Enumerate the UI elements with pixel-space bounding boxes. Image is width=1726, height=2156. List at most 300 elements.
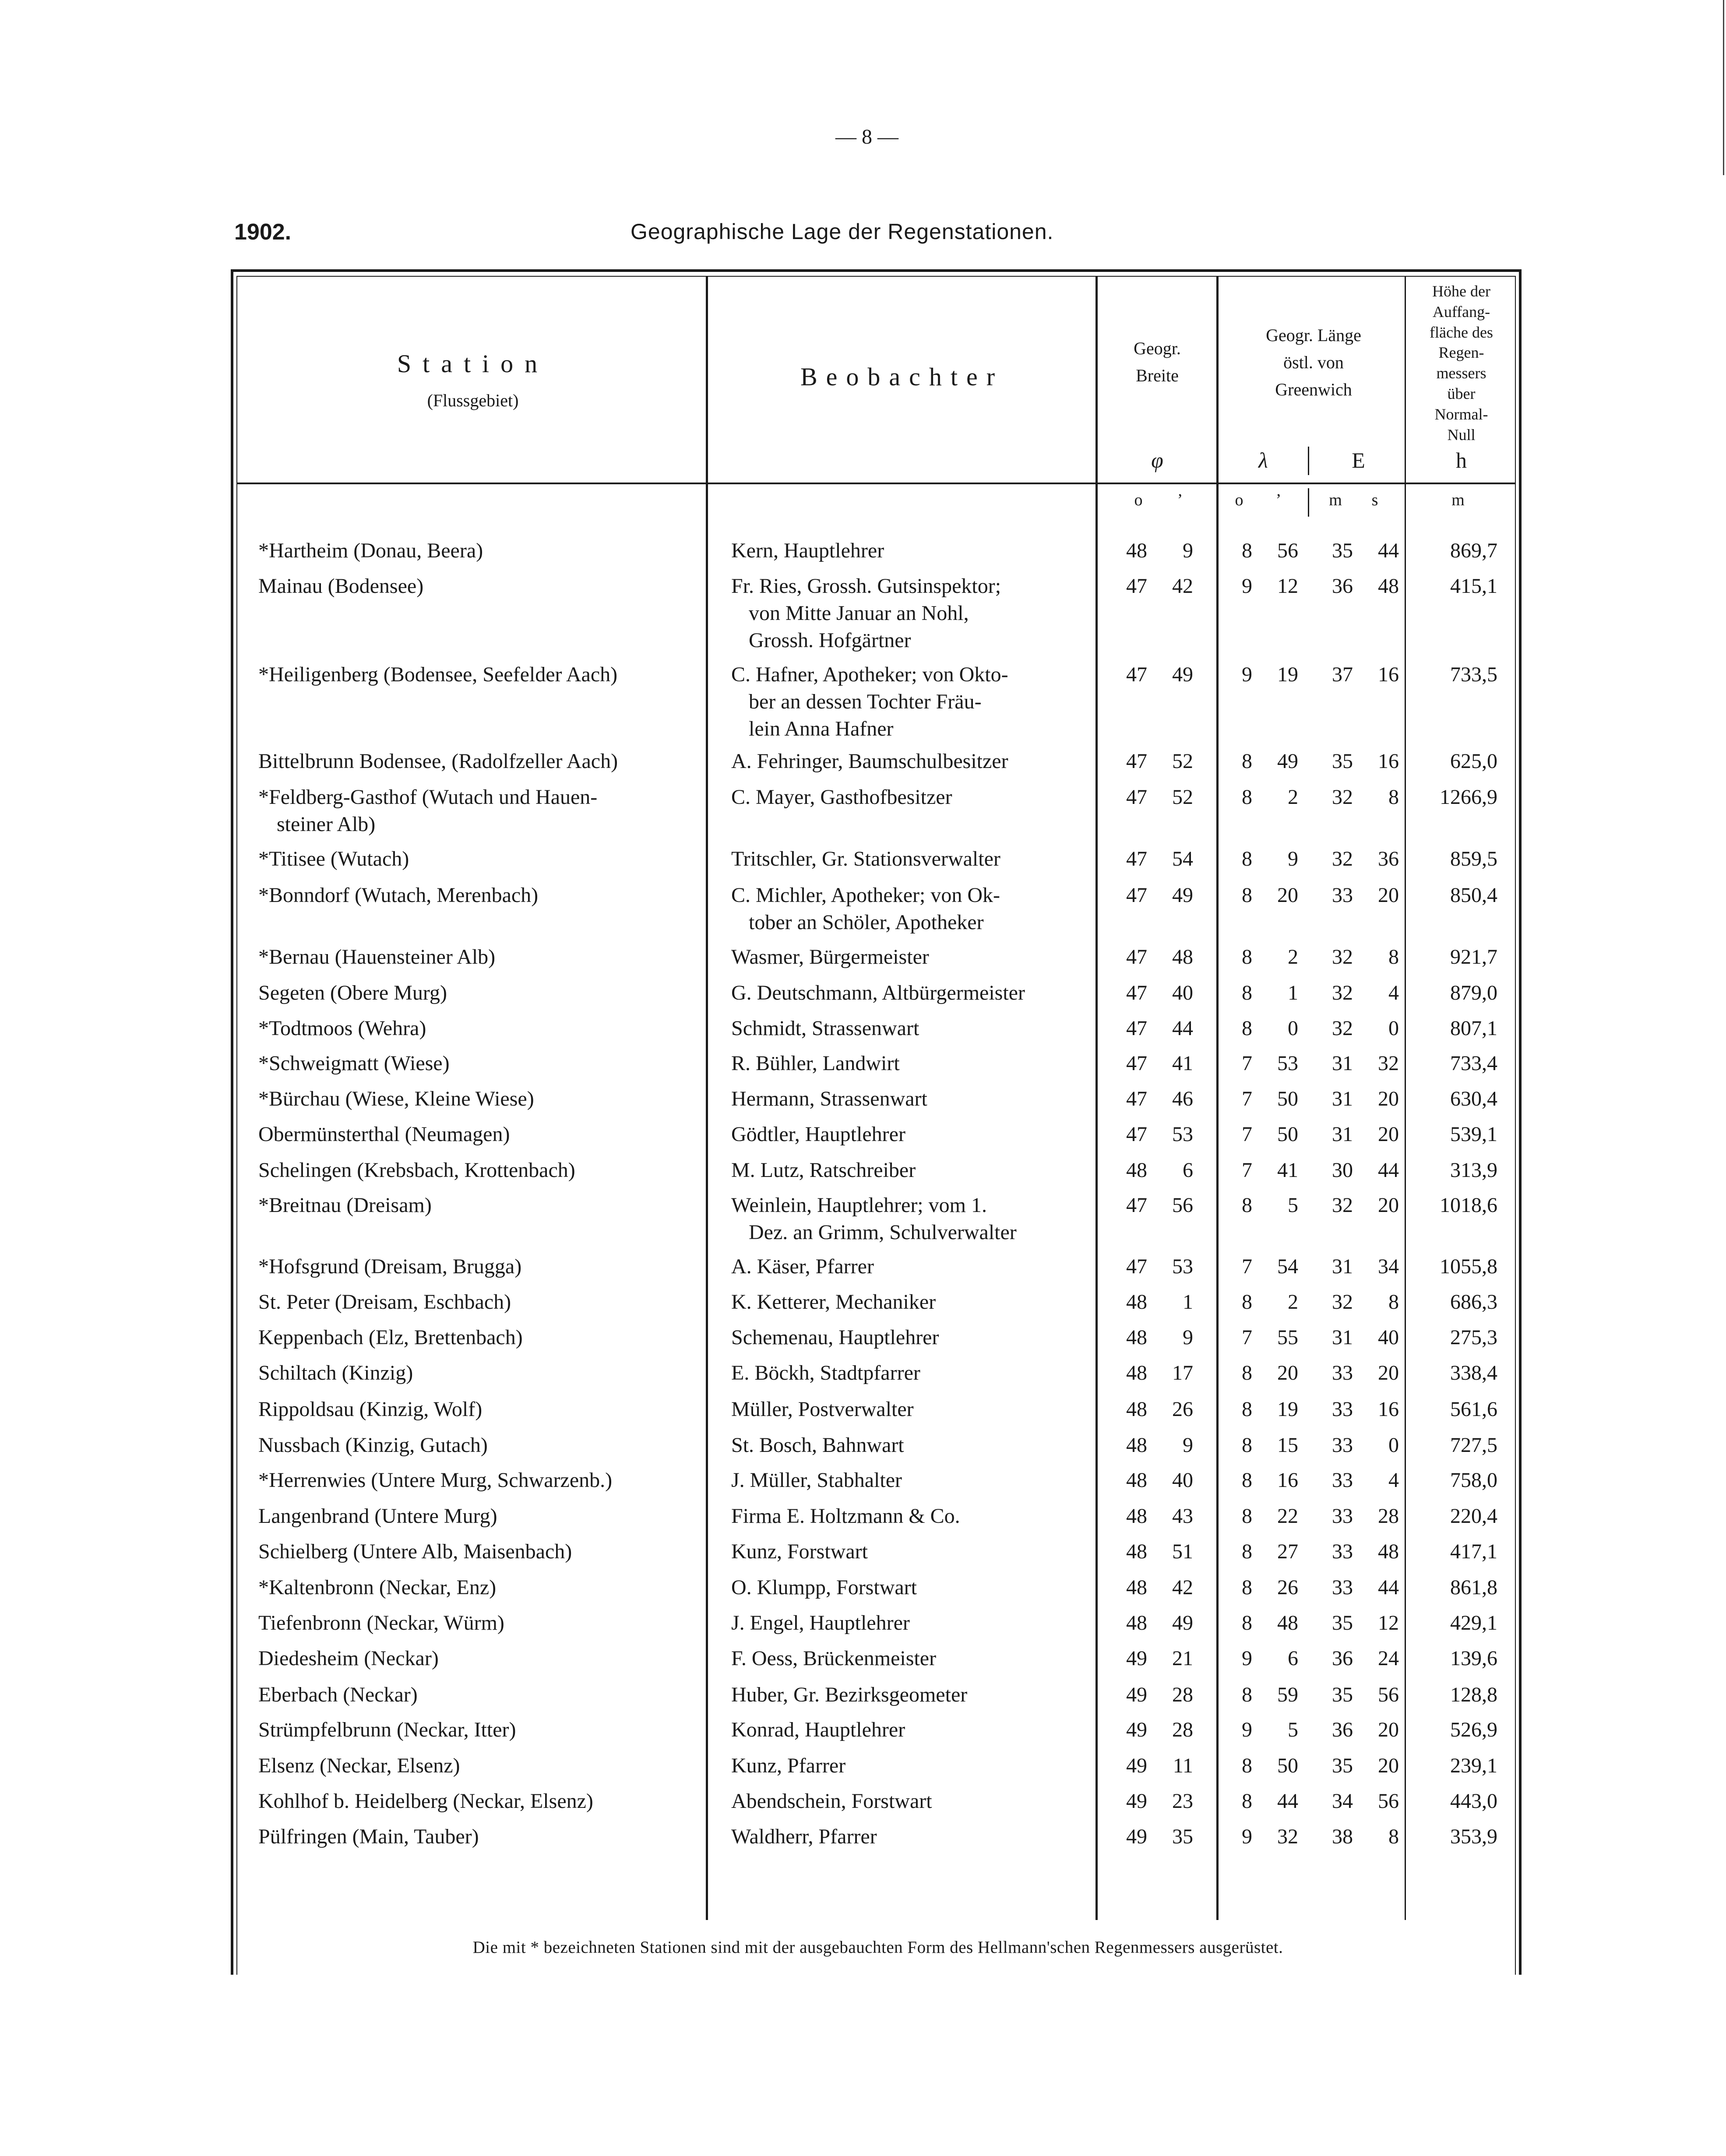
station-name-line: *Bonndorf (Wutach, Merenbach) xyxy=(258,884,539,907)
observer-name-line: lein Anna Hafner xyxy=(749,717,894,740)
latitude-minutes: 17 xyxy=(1172,1361,1193,1384)
longitude-degrees: 8 xyxy=(1242,1790,1252,1813)
station-name-line: *Feldberg-Gasthof (Wutach und Hauen- xyxy=(258,786,598,809)
station-name xyxy=(258,944,701,971)
unit-height: m xyxy=(1451,491,1465,509)
longitude-minutes: 6 xyxy=(1288,1647,1298,1670)
time-minutes: 32 xyxy=(1332,847,1353,870)
latitude-degrees: 48 xyxy=(1126,1361,1147,1384)
longitude-degrees: 8 xyxy=(1242,945,1252,969)
observer-name-line: Hermann, Strassenwart xyxy=(731,1087,927,1110)
observer-name xyxy=(731,1823,1086,1850)
time-minutes: 33 xyxy=(1332,1469,1353,1492)
time-minutes: 33 xyxy=(1332,1398,1353,1421)
longitude-minutes: 22 xyxy=(1277,1504,1298,1528)
station-name-line: St. Peter (Dreisam, Eschbach) xyxy=(258,1290,511,1314)
observer-name xyxy=(731,748,1086,775)
latitude-degrees: 49 xyxy=(1126,1718,1147,1741)
longitude-degrees: 8 xyxy=(1242,1290,1252,1314)
station-name-line: Strümpfelbrunn (Neckar, Itter) xyxy=(258,1718,516,1741)
latitude-header-line: Geogr. xyxy=(1134,338,1181,358)
station-name xyxy=(258,1823,701,1850)
footnote: Die mit * bezeichneten Stationen sind mit der ausgebauchten Form des Hellmann'schen Regenmessers ausgerüstet. xyxy=(472,1938,1283,1957)
latitude-degrees: 47 xyxy=(1126,1123,1147,1146)
latitude-minutes: 21 xyxy=(1172,1647,1193,1670)
station-name xyxy=(258,1645,701,1672)
longitude-minutes: 53 xyxy=(1277,1052,1298,1075)
longitude-degrees: 8 xyxy=(1242,1469,1252,1492)
column-header-height xyxy=(1408,281,1515,445)
symbol-h: h xyxy=(1456,448,1467,472)
observer-name xyxy=(731,1752,1086,1779)
observer-name-line: von Mitte Januar an Nohl, xyxy=(749,602,969,625)
time-seconds: 0 xyxy=(1388,1017,1399,1040)
station-name-line: Eberbach (Neckar) xyxy=(258,1683,418,1706)
observer-name xyxy=(731,882,1086,936)
longitude-degrees: 8 xyxy=(1242,1683,1252,1706)
longitude-minutes: 50 xyxy=(1277,1754,1298,1777)
station-name xyxy=(258,784,701,838)
observer-name xyxy=(731,979,1086,1007)
latitude-minutes: 40 xyxy=(1172,1469,1193,1492)
longitude-degrees: 9 xyxy=(1242,663,1252,686)
station-name-line: Langenbrand (Untere Murg) xyxy=(258,1504,497,1528)
time-seconds: 48 xyxy=(1378,574,1399,598)
latitude-degrees: 47 xyxy=(1126,1087,1147,1110)
station-height: 443,0 xyxy=(1450,1790,1497,1813)
time-seconds: 8 xyxy=(1388,786,1399,809)
time-seconds: 8 xyxy=(1388,1290,1399,1314)
observer-name-line: J. Engel, Hauptlehrer xyxy=(731,1611,910,1635)
observer-name-line: M. Lutz, Ratschreiber xyxy=(731,1159,916,1182)
time-seconds: 44 xyxy=(1378,1159,1399,1182)
time-minutes: 36 xyxy=(1332,1718,1353,1741)
observer-name xyxy=(731,1574,1086,1601)
observer-name-line: C. Hafner, Apotheker; von Okto- xyxy=(731,663,1008,686)
latitude-minutes: 28 xyxy=(1172,1683,1193,1706)
observer-name xyxy=(731,1432,1086,1459)
observer-name xyxy=(731,1788,1086,1815)
station-name-line: *Bürchau (Wiese, Kleine Wiese) xyxy=(258,1087,534,1110)
station-height: 1266,9 xyxy=(1440,786,1497,809)
observer-name xyxy=(731,1121,1086,1148)
longitude-degrees: 8 xyxy=(1242,1540,1252,1563)
observer-name-line: Schmidt, Strassenwart xyxy=(731,1017,919,1040)
station-name xyxy=(258,1085,701,1113)
latitude-degrees: 48 xyxy=(1126,1159,1147,1182)
observer-name xyxy=(731,1681,1086,1709)
time-seconds: 16 xyxy=(1378,750,1399,773)
station-name xyxy=(258,537,701,564)
station-height: 733,5 xyxy=(1450,663,1497,686)
observer-name xyxy=(731,573,1086,654)
time-minutes: 36 xyxy=(1332,1647,1353,1670)
station-height: 758,0 xyxy=(1450,1469,1497,1492)
station-height: 526,9 xyxy=(1450,1718,1497,1741)
longitude-minutes: 9 xyxy=(1288,847,1298,870)
longitude-degrees: 7 xyxy=(1242,1255,1252,1278)
station-name-line: *Kaltenbronn (Neckar, Enz) xyxy=(258,1576,497,1599)
time-seconds: 16 xyxy=(1378,1398,1399,1421)
longitude-minutes: 19 xyxy=(1277,663,1298,686)
observer-name xyxy=(731,1192,1086,1246)
height-header-line: fläche des xyxy=(1430,323,1493,341)
time-seconds: 36 xyxy=(1378,847,1399,870)
station-name xyxy=(258,1192,701,1219)
latitude-minutes: 11 xyxy=(1173,1754,1193,1777)
station-name xyxy=(258,1015,701,1042)
station-height: 128,8 xyxy=(1450,1683,1497,1706)
column-divider-station xyxy=(706,276,708,1920)
longitude-degrees: 7 xyxy=(1242,1123,1252,1146)
station-name-line: Pülfringen (Main, Tauber) xyxy=(258,1825,479,1848)
observer-name-line: Firma E. Holtzmann & Co. xyxy=(731,1504,960,1528)
observer-name-line: A. Käser, Pfarrer xyxy=(731,1255,874,1278)
time-seconds: 20 xyxy=(1378,1087,1399,1110)
latitude-degrees: 47 xyxy=(1126,750,1147,773)
time-minutes: 33 xyxy=(1332,1434,1353,1457)
longitude-degrees: 8 xyxy=(1242,786,1252,809)
column-header-station: Station xyxy=(397,349,549,378)
station-name-line: *Schweigmatt (Wiese) xyxy=(258,1052,450,1075)
latitude-minutes: 28 xyxy=(1172,1718,1193,1741)
station-name-line: *Breitnau (Dreisam) xyxy=(258,1194,432,1217)
observer-name xyxy=(731,1503,1086,1530)
latitude-minutes: 54 xyxy=(1172,847,1193,870)
longitude-minutes: 55 xyxy=(1277,1326,1298,1349)
observer-name xyxy=(731,845,1086,873)
latitude-degrees: 47 xyxy=(1126,945,1147,969)
latitude-degrees: 48 xyxy=(1126,1576,1147,1599)
time-seconds: 20 xyxy=(1378,884,1399,907)
station-name-line: Bittelbrunn Bodensee, (Radolfzeller Aach) xyxy=(258,750,618,773)
observer-name-line: O. Klumpp, Forstwart xyxy=(731,1576,917,1599)
observer-name xyxy=(731,1157,1086,1184)
latitude-minutes: 9 xyxy=(1183,1326,1193,1349)
latitude-minutes: 46 xyxy=(1172,1087,1193,1110)
observer-name xyxy=(731,1289,1086,1316)
observer-name-line: R. Bühler, Landwirt xyxy=(731,1052,900,1075)
longitude-degrees: 8 xyxy=(1242,884,1252,907)
station-name xyxy=(258,1467,701,1494)
station-name-line: Schielberg (Untere Alb, Maisenbach) xyxy=(258,1540,572,1563)
station-height: 1055,8 xyxy=(1440,1255,1497,1278)
latitude-degrees: 49 xyxy=(1126,1683,1147,1706)
time-seconds: 20 xyxy=(1378,1194,1399,1217)
time-seconds: 40 xyxy=(1378,1326,1399,1349)
time-seconds: 32 xyxy=(1378,1052,1399,1075)
station-name xyxy=(258,1157,701,1184)
latitude-degrees: 49 xyxy=(1126,1647,1147,1670)
station-name-line: *Heiligenberg (Bodensee, Seefelder Aach) xyxy=(258,663,618,686)
station-name-line: *Hartheim (Donau, Beera) xyxy=(258,539,483,562)
observer-name xyxy=(731,1716,1086,1744)
station-height: 850,4 xyxy=(1450,884,1497,907)
observer-name-line: Waldherr, Pfarrer xyxy=(731,1825,877,1848)
latitude-degrees: 47 xyxy=(1126,847,1147,870)
station-name xyxy=(258,1538,701,1565)
station-name xyxy=(258,1432,701,1459)
longitude-header-line: Greenwich xyxy=(1275,380,1352,399)
time-seconds: 48 xyxy=(1378,1540,1399,1563)
time-minutes: 31 xyxy=(1332,1123,1353,1146)
station-name-line: Schelingen (Krebsbach, Krottenbach) xyxy=(258,1159,575,1182)
header-rule xyxy=(236,483,1516,484)
longitude-minutes: 16 xyxy=(1277,1469,1298,1492)
observer-name xyxy=(731,1324,1086,1351)
station-name-line: *Todtmoos (Wehra) xyxy=(258,1017,426,1040)
time-seconds: 56 xyxy=(1378,1790,1399,1813)
station-name-line: Keppenbach (Elz, Brettenbach) xyxy=(258,1326,523,1349)
latitude-minutes: 23 xyxy=(1172,1790,1193,1813)
longitude-degrees: 8 xyxy=(1242,1017,1252,1040)
station-name-line: *Herrenwies (Untere Murg, Schwarzenb.) xyxy=(258,1469,613,1492)
station-name xyxy=(258,845,701,873)
time-minutes: 32 xyxy=(1332,981,1353,1004)
longitude-degrees: 7 xyxy=(1242,1087,1252,1110)
station-name-line: Mainau (Bodensee) xyxy=(258,574,424,598)
station-name xyxy=(258,1681,701,1709)
latitude-minutes: 26 xyxy=(1172,1398,1193,1421)
station-name xyxy=(258,661,701,688)
observer-name xyxy=(731,1050,1086,1077)
time-minutes: 34 xyxy=(1332,1790,1353,1813)
longitude-degrees: 8 xyxy=(1242,750,1252,773)
station-height: 353,9 xyxy=(1450,1825,1497,1848)
latitude-minutes: 52 xyxy=(1172,750,1193,773)
latitude-minutes: 56 xyxy=(1172,1194,1193,1217)
time-minutes: 31 xyxy=(1332,1087,1353,1110)
time-minutes: 35 xyxy=(1332,750,1353,773)
station-name-line: Segeten (Obere Murg) xyxy=(258,981,447,1004)
longitude-minutes: 44 xyxy=(1277,1790,1298,1813)
station-name xyxy=(258,748,701,775)
latitude-minutes: 40 xyxy=(1172,981,1193,1004)
station-height: 733,4 xyxy=(1450,1052,1497,1075)
longitude-minutes: 20 xyxy=(1277,1361,1298,1384)
observer-name xyxy=(731,944,1086,971)
longitude-degrees: 8 xyxy=(1242,1361,1252,1384)
station-name xyxy=(258,882,701,909)
station-height: 807,1 xyxy=(1450,1017,1497,1040)
station-name-line: Obermünsterthal (Neumagen) xyxy=(258,1123,510,1146)
time-minutes: 32 xyxy=(1332,1290,1353,1314)
observer-name xyxy=(731,1645,1086,1672)
latitude-minutes: 49 xyxy=(1172,1611,1193,1635)
station-name-line: steiner Alb) xyxy=(277,813,376,836)
station-height: 239,1 xyxy=(1450,1754,1497,1777)
latitude-minutes: 6 xyxy=(1183,1159,1193,1182)
latitude-degrees: 49 xyxy=(1126,1790,1147,1813)
latitude-degrees: 48 xyxy=(1126,1398,1147,1421)
longitude-degrees: 9 xyxy=(1242,1718,1252,1741)
station-name-line: Diedesheim (Neckar) xyxy=(258,1647,439,1670)
observer-name-line: Konrad, Hauptlehrer xyxy=(731,1718,905,1741)
longitude-minutes: 54 xyxy=(1277,1255,1298,1278)
station-height: 859,5 xyxy=(1450,847,1497,870)
latitude-degrees: 48 xyxy=(1126,1540,1147,1563)
latitude-degrees: 48 xyxy=(1126,1290,1147,1314)
station-height: 1018,6 xyxy=(1440,1194,1497,1217)
longitude-minutes: 1 xyxy=(1288,981,1298,1004)
latitude-minutes: 9 xyxy=(1183,1434,1193,1457)
time-seconds: 8 xyxy=(1388,1825,1399,1848)
latitude-degrees: 47 xyxy=(1126,1017,1147,1040)
longitude-degrees: 9 xyxy=(1242,574,1252,598)
station-height: 139,6 xyxy=(1450,1647,1497,1670)
page-number: — 8 — xyxy=(835,125,898,148)
time-seconds: 12 xyxy=(1378,1611,1399,1635)
latitude-degrees: 49 xyxy=(1126,1825,1147,1848)
longitude-minutes: 48 xyxy=(1277,1611,1298,1635)
observer-name-line: Kunz, Pfarrer xyxy=(731,1754,846,1777)
page-title: Geographische Lage der Regenstationen. xyxy=(631,219,1054,244)
time-minutes: 35 xyxy=(1332,1754,1353,1777)
longitude-degrees: 7 xyxy=(1242,1052,1252,1075)
station-height: 861,8 xyxy=(1450,1576,1497,1599)
station-name xyxy=(258,1752,701,1779)
observer-name xyxy=(731,537,1086,564)
observer-name xyxy=(731,1396,1086,1423)
longitude-degrees: 7 xyxy=(1242,1326,1252,1349)
latitude-minutes: 51 xyxy=(1172,1540,1193,1563)
longitude-minutes: 50 xyxy=(1277,1123,1298,1146)
observer-name-line: C. Mayer, Gasthofbesitzer xyxy=(731,786,952,809)
height-header-line: Höhe der xyxy=(1432,282,1490,300)
time-seconds: 24 xyxy=(1378,1647,1399,1670)
observer-name-line: ber an dessen Tochter Fräu- xyxy=(749,690,982,713)
column-divider-latitude xyxy=(1216,276,1219,1920)
observer-name xyxy=(731,1253,1086,1280)
time-minutes: 31 xyxy=(1332,1052,1353,1075)
longitude-minutes: 32 xyxy=(1277,1825,1298,1848)
station-name-line: Nussbach (Kinzig, Gutach) xyxy=(258,1434,488,1457)
time-seconds: 44 xyxy=(1378,539,1399,562)
time-minutes: 33 xyxy=(1332,884,1353,907)
station-height: 220,4 xyxy=(1450,1504,1497,1528)
station-height: 630,4 xyxy=(1450,1087,1497,1110)
latitude-minutes: 49 xyxy=(1172,884,1193,907)
longitude-degrees: 8 xyxy=(1242,1611,1252,1635)
observer-name-line: Grossh. Hofgärtner xyxy=(749,629,911,652)
latitude-degrees: 48 xyxy=(1126,1326,1147,1349)
time-minutes: 30 xyxy=(1332,1159,1353,1182)
page-edge-mark xyxy=(1723,0,1724,175)
longitude-degrees: 8 xyxy=(1242,1754,1252,1777)
longitude-minutes: 20 xyxy=(1277,884,1298,907)
unit-e-seconds: s xyxy=(1371,491,1378,509)
column-header-latitude xyxy=(1098,335,1216,389)
column-divider-observer xyxy=(1095,276,1098,1920)
time-minutes: 37 xyxy=(1332,663,1353,686)
longitude-minutes: 0 xyxy=(1288,1017,1298,1040)
latitude-degrees: 47 xyxy=(1126,1255,1147,1278)
station-height: 686,3 xyxy=(1450,1290,1497,1314)
latitude-degrees: 48 xyxy=(1126,1434,1147,1457)
latitude-degrees: 48 xyxy=(1126,1611,1147,1635)
longitude-degrees: 8 xyxy=(1242,1434,1252,1457)
observer-name-line: G. Deutschmann, Altbürgermeister xyxy=(731,981,1025,1004)
latitude-degrees: 47 xyxy=(1126,663,1147,686)
time-minutes: 33 xyxy=(1332,1576,1353,1599)
unit-lat-degree: o xyxy=(1134,491,1143,509)
time-minutes: 35 xyxy=(1332,1683,1353,1706)
observer-name-line: Schemenau, Hauptlehrer xyxy=(731,1326,939,1349)
observer-name-line: Dez. an Grimm, Schulverwalter xyxy=(749,1221,1017,1244)
longitude-degrees: 8 xyxy=(1242,1398,1252,1421)
longitude-degrees: 8 xyxy=(1242,1576,1252,1599)
latitude-minutes: 43 xyxy=(1172,1504,1193,1528)
longitude-minutes: 49 xyxy=(1277,750,1298,773)
height-header-line: Null xyxy=(1447,426,1476,444)
latitude-minutes: 53 xyxy=(1172,1123,1193,1146)
unit-lon-degree: o xyxy=(1235,491,1243,509)
latitude-degrees: 48 xyxy=(1126,1469,1147,1492)
station-height: 338,4 xyxy=(1450,1361,1497,1384)
height-header-line: messers xyxy=(1436,364,1486,382)
observer-name-line: Kern, Hauptlehrer xyxy=(731,539,884,562)
latitude-minutes: 44 xyxy=(1172,1017,1193,1040)
observer-name-line: Kunz, Forstwart xyxy=(731,1540,868,1563)
longitude-minutes: 56 xyxy=(1277,539,1298,562)
station-name-line: Tiefenbronn (Neckar, Würm) xyxy=(258,1611,504,1635)
time-seconds: 34 xyxy=(1378,1255,1399,1278)
latitude-minutes: 42 xyxy=(1172,574,1193,598)
latitude-degrees: 49 xyxy=(1126,1754,1147,1777)
station-height: 879,0 xyxy=(1450,981,1497,1004)
longitude-minutes: 15 xyxy=(1277,1434,1298,1457)
longitude-degrees: 8 xyxy=(1242,1504,1252,1528)
station-height: 921,7 xyxy=(1450,945,1497,969)
latitude-degrees: 47 xyxy=(1126,1052,1147,1075)
observer-name-line: Huber, Gr. Bezirksgeometer xyxy=(731,1683,968,1706)
latitude-degrees: 47 xyxy=(1126,1194,1147,1217)
year-label: 1902. xyxy=(234,219,292,245)
station-height: 539,1 xyxy=(1450,1123,1497,1146)
time-minutes: 33 xyxy=(1332,1361,1353,1384)
station-height: 727,5 xyxy=(1450,1434,1497,1457)
unit-lon-minute: ʼ xyxy=(1275,491,1282,509)
longitude-minutes: 5 xyxy=(1288,1718,1298,1741)
observer-name xyxy=(731,1085,1086,1113)
latitude-degrees: 47 xyxy=(1126,574,1147,598)
latitude-minutes: 9 xyxy=(1183,539,1193,562)
time-seconds: 8 xyxy=(1388,945,1399,969)
station-name xyxy=(258,1360,701,1387)
time-seconds: 16 xyxy=(1378,663,1399,686)
observer-name-line: Tritschler, Gr. Stationsverwalter xyxy=(731,847,1000,870)
latitude-minutes: 48 xyxy=(1172,945,1193,969)
time-minutes: 31 xyxy=(1332,1255,1353,1278)
observer-name xyxy=(731,784,1086,811)
observer-name-line: A. Fehringer, Baumschulbesitzer xyxy=(731,750,1008,773)
latitude-minutes: 35 xyxy=(1172,1825,1193,1848)
latitude-degrees: 48 xyxy=(1126,1504,1147,1528)
longitude-degrees: 8 xyxy=(1242,981,1252,1004)
station-name-line: *Hofsgrund (Dreisam, Brugga) xyxy=(258,1255,522,1278)
station-name-line: *Bernau (Hauensteiner Alb) xyxy=(258,945,496,969)
symbol-e: E xyxy=(1352,448,1365,472)
station-name xyxy=(258,1396,701,1423)
observer-name xyxy=(731,1015,1086,1042)
station-name xyxy=(258,1289,701,1316)
latitude-minutes: 41 xyxy=(1172,1052,1193,1075)
latitude-minutes: 49 xyxy=(1172,663,1193,686)
observer-name-line: Müller, Postverwalter xyxy=(731,1398,914,1421)
time-minutes: 35 xyxy=(1332,539,1353,562)
station-name xyxy=(258,1324,701,1351)
longitude-degrees: 9 xyxy=(1242,1647,1252,1670)
